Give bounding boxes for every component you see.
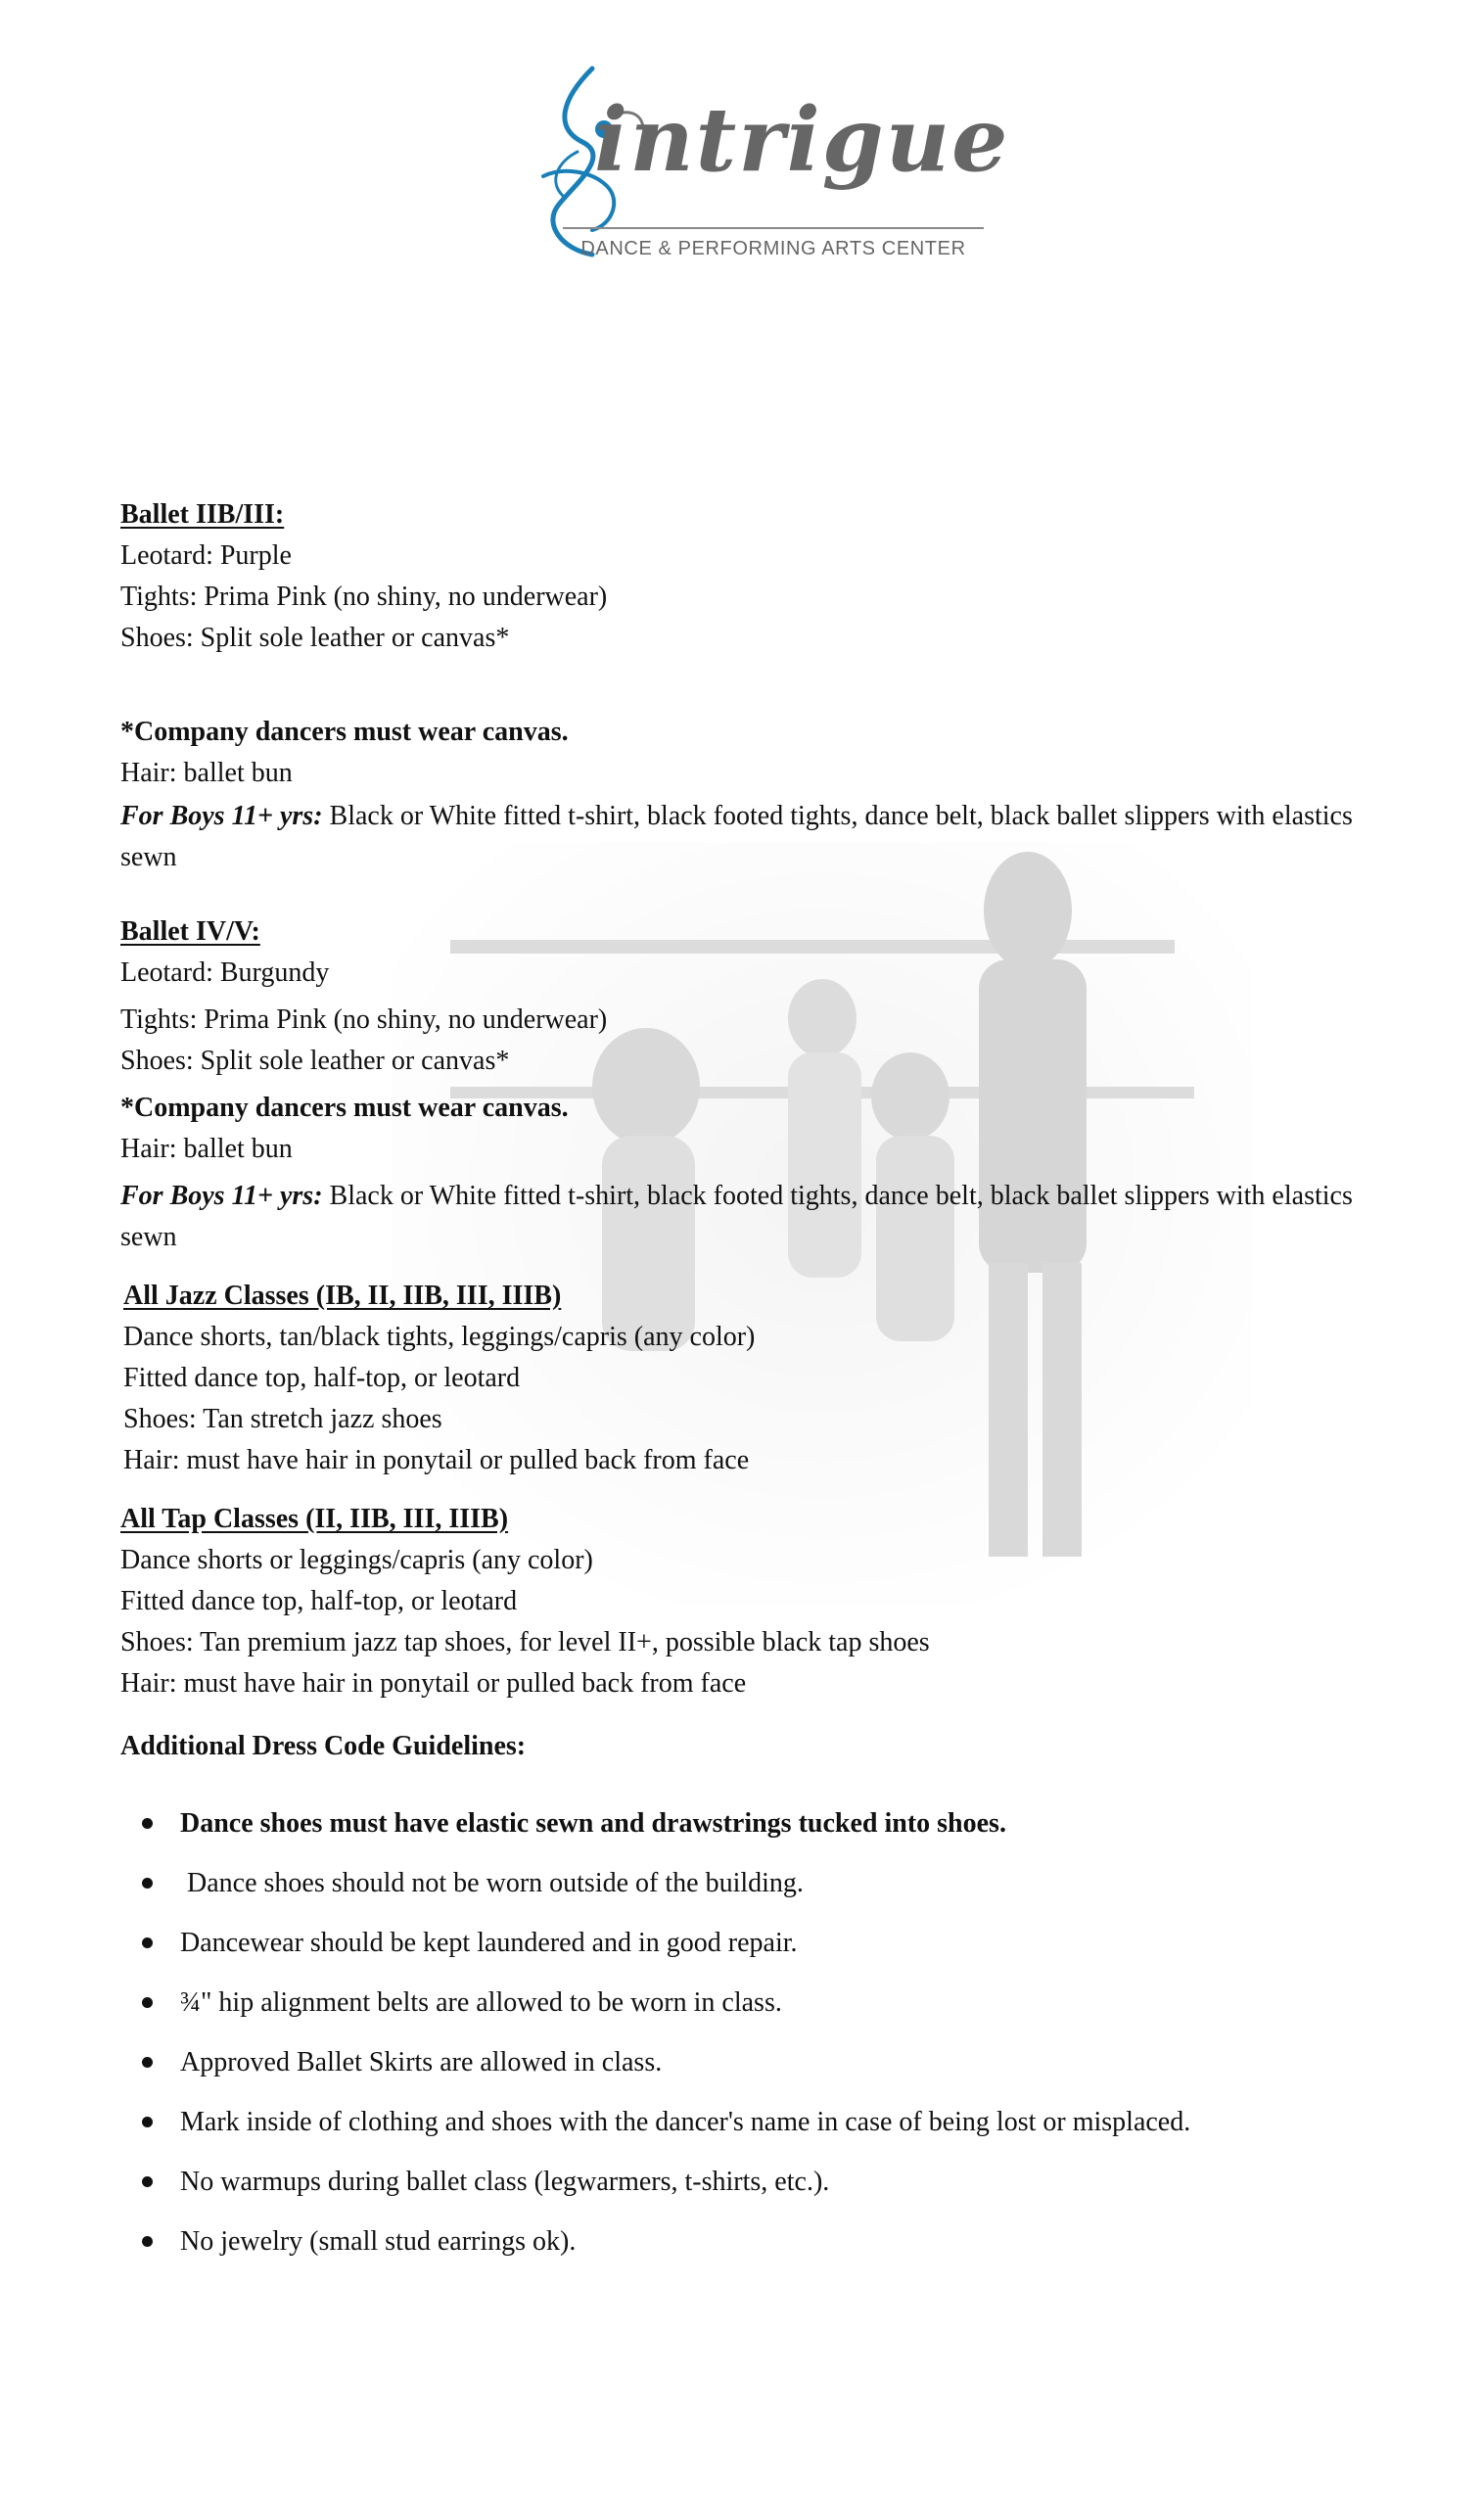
dress-code-content [120,494,1354,2280]
hair-line: Hair: ballet bun [120,1134,293,1164]
logo-tagline: DANCE & PERFORMING ARTS CENTER [580,238,966,259]
boys-text: Black or White fitted t-shirt, black footed tights, dance belt, black ballet slippers with elastics sewn [120,1181,1353,1252]
section-heading: All Tap Classes (II, IIB, III, IIIB) [120,1504,509,1534]
list-item [120,2101,1218,2144]
company-note: *Company dancers must wear canvas. [120,1093,569,1123]
hair-line: Hair: ballet bun [120,758,293,788]
section-tap [120,1499,1354,1704]
list-item-text: Dance shoes should not be worn outside of the building. [180,1868,804,1898]
list-item-text: Dancewear should be kept laundered and in good repair. [180,1928,798,1958]
bullet-icon [142,2057,153,2068]
shoes-line: Shoes: Split sole leather or canvas* [120,1046,510,1076]
leotard-line: Leotard: Purple [120,540,292,571]
jazz-line: Fitted dance top, half-top, or leotard [123,1363,521,1393]
boys-line [120,1176,1354,1258]
tap-line: Hair: must have hair in ponytail or pulled back from face [120,1668,747,1699]
section-jazz [120,1276,1354,1481]
bullet-icon [142,2117,153,2127]
bullet-icon [142,1937,153,1948]
logo-divider [563,227,984,229]
jazz-line: Hair: must have hair in ponytail or pulled back from face [123,1445,750,1475]
section-guidelines [120,1726,1354,2263]
list-item [120,1862,1354,1905]
tights-line: Tights: Prima Pink (no shiny, no underwear) [120,1004,608,1035]
section-heading: All Jazz Classes (IB, II, IIB, III, IIIB) [123,1281,562,1311]
list-item [120,2161,1354,2204]
section-heading: Ballet IV/V: [120,916,260,947]
list-item-text: No warmups during ballet class (legwarmers, t-shirts, etc.). [180,2167,830,2197]
list-item [120,1922,1354,1965]
guidelines-heading: Additional Dress Code Guidelines: [120,1731,527,1761]
boys-label: For Boys 11+ yrs: [120,1181,323,1211]
list-item [120,1982,1354,2025]
company-note: *Company dancers must wear canvas. [120,717,569,747]
boys-text: Black or White fitted t-shirt, black footed tights, dance belt, black ballet slippers with elastics sewn [120,801,1353,872]
list-item-text: Dance shoes must have elastic sewn and drawstrings tucked into shoes. [180,1808,1006,1839]
list-item [120,1802,1354,1845]
tap-line: Fitted dance top, half-top, or leotard [120,1586,518,1616]
bullet-icon [142,1878,153,1889]
logo-wordmark: intrigue [594,88,1010,192]
section-ballet-iv-v [120,911,1354,1258]
section-ballet-iib-iii [120,494,1354,878]
leotard-line: Leotard: Burgundy [120,957,330,988]
jazz-line: Dance shorts, tan/black tights, leggings/capris (any color) [123,1322,756,1352]
bullet-icon [142,2176,153,2187]
list-item-text: Mark inside of clothing and shoes with the dancer's name in case of being lost or misplaced. [180,2107,1191,2137]
boys-line [120,796,1354,878]
bullet-icon [142,1997,153,2008]
shoes-line: Shoes: Split sole leather or canvas* [120,623,510,653]
list-item-text: No jewelry (small stud earrings ok). [180,2226,577,2257]
section-heading: Ballet IIB/III: [120,499,285,530]
list-item [120,2041,1354,2084]
tights-line: Tights: Prima Pink (no shiny, no underwear) [120,582,608,612]
guidelines-list [120,1802,1354,2263]
bullet-icon [142,2236,153,2247]
list-item-text: ¾" hip alignment belts are allowed to be worn in class. [180,1987,782,2018]
list-item-text: Approved Ballet Skirts are allowed in class. [180,2047,663,2077]
boys-label: For Boys 11+ yrs: [120,801,323,831]
tap-line: Dance shorts or leggings/capris (any color) [120,1545,593,1575]
tap-line: Shoes: Tan premium jazz tap shoes, for level II+, possible black tap shoes [120,1627,930,1657]
jazz-line: Shoes: Tan stretch jazz shoes [123,1404,442,1434]
intrigue-logo [524,59,1010,274]
list-item [120,2220,1354,2263]
bullet-icon [142,1818,153,1829]
